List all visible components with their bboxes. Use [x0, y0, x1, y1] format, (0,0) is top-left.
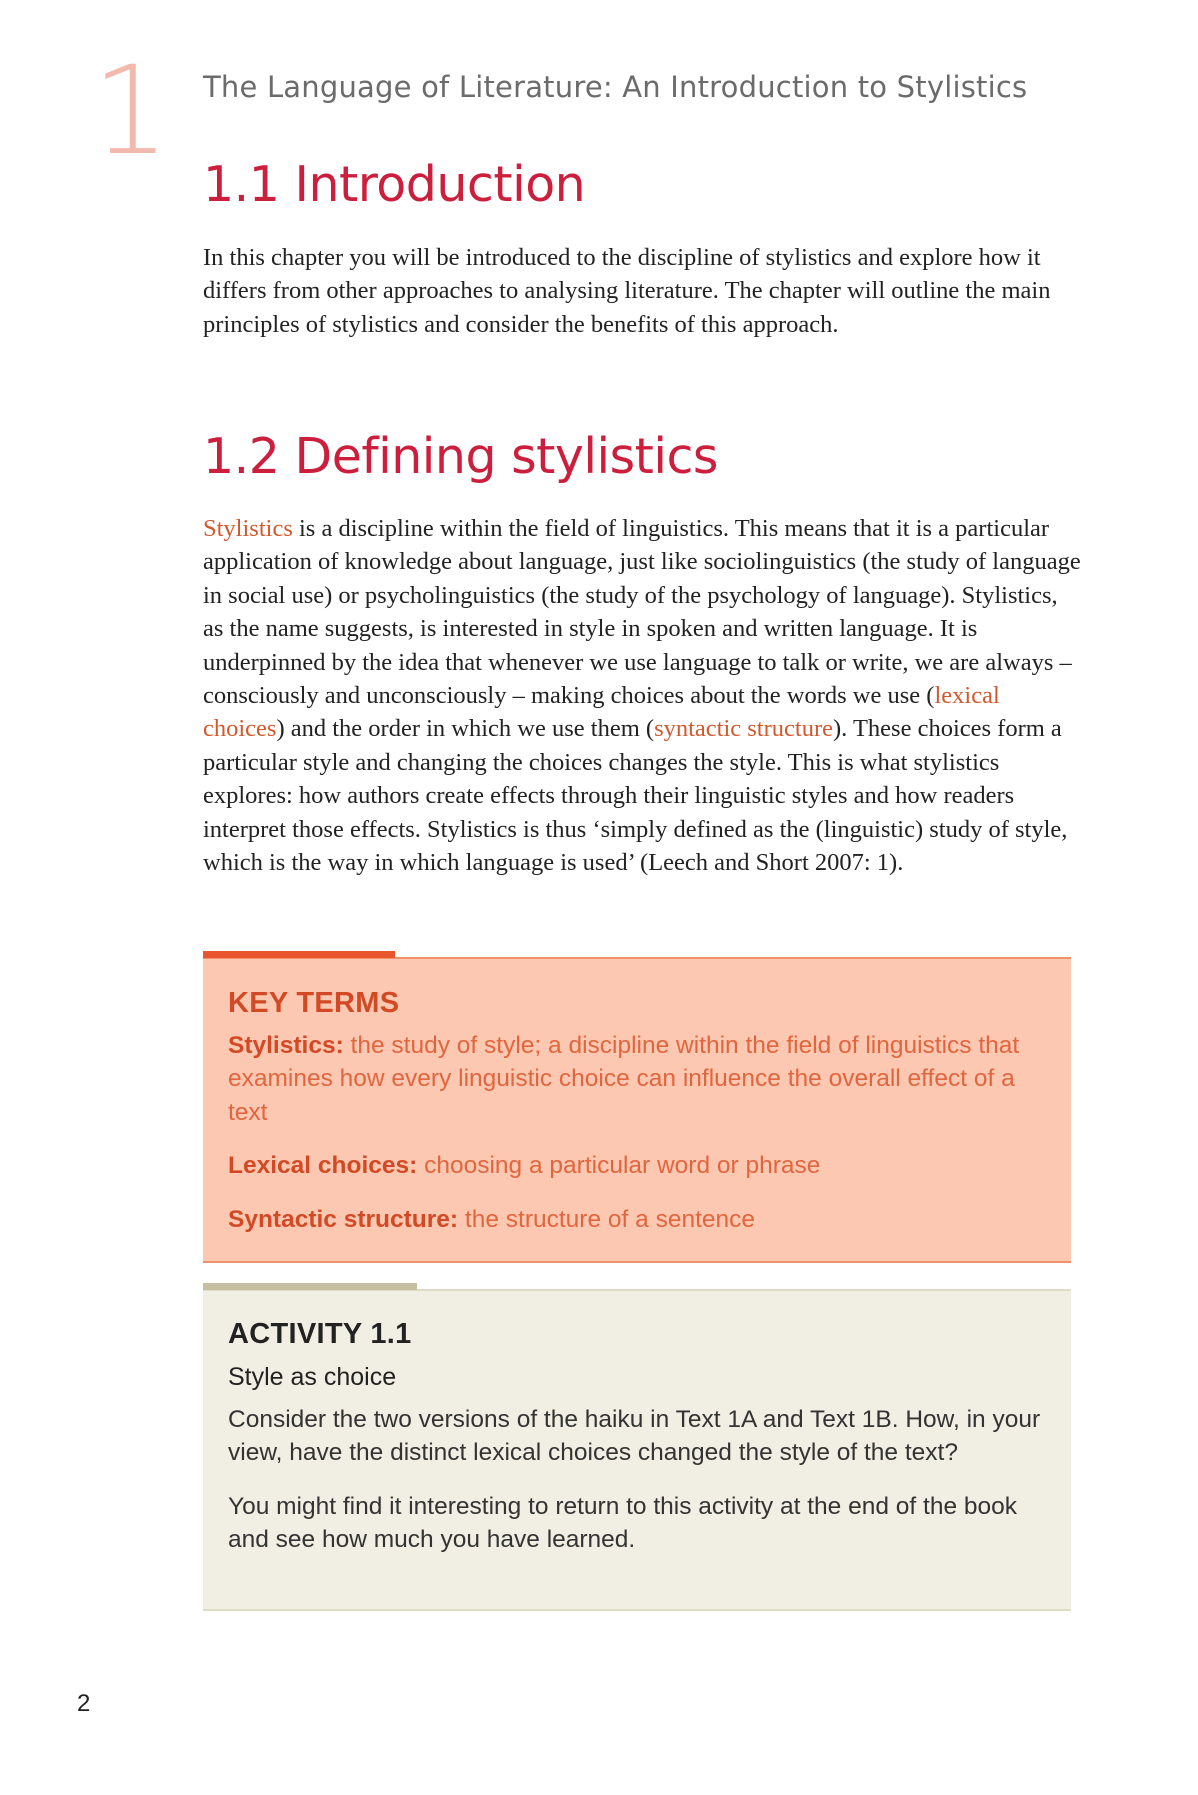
defining-text-part-2: ) and the order in which we use them ( — [276, 715, 655, 743]
key-term-item — [228, 1029, 1048, 1129]
page-number: 2 — [77, 1690, 91, 1717]
activity-paragraph: You might find it interesting to return to this activity at the end of the book and see how much you have learned. — [228, 1492, 1018, 1554]
chapter-number: 1 — [92, 40, 170, 182]
key-term-item — [228, 1149, 1048, 1182]
defining-paragraph — [203, 512, 1083, 879]
term-link-stylistics[interactable]: Stylistics — [203, 515, 293, 542]
key-term-label: Syntactic structure: — [228, 1205, 459, 1233]
running-head: The Language of Literature: An Introduction to Stylistics — [203, 70, 1028, 104]
section-heading-defining-stylistics: 1.2 Defining stylistics — [203, 428, 718, 485]
key-terms-heading: KEY TERMS — [228, 987, 400, 1019]
key-term-item — [228, 1203, 1048, 1236]
key-terms-box — [203, 957, 1071, 1263]
activity-body — [228, 1403, 1048, 1577]
activity-box — [203, 1289, 1071, 1611]
term-link-syntactic-structure[interactable]: syntactic structure — [654, 715, 833, 743]
term-link-lexical-choices[interactable]: lexical choices — [203, 682, 1000, 743]
activity-accent-bar — [203, 1283, 417, 1290]
key-terms-list — [228, 1029, 1048, 1256]
key-term-label: Stylistics: — [228, 1032, 344, 1059]
activity-heading: ACTIVITY 1.1 — [228, 1318, 412, 1350]
defining-text-part-1: is a discipline within the field of linguistics. This means that it is a particular application of knowledge about language, just like sociolinguistics (the study of language in social use) or psycholinguistics (the study of the psychology of language). Stylistics, as the name suggests, is interested in style in spoken and written language. It is underpinned by the idea that whenever we use language to talk or write, we are always – consciously and unconsciously – making choices about the words we use ( — [203, 515, 1081, 710]
key-term-definition: the structure of a sentence — [458, 1205, 756, 1233]
activity-paragraph: Consider the two versions of the haiku in Text 1A and Text 1B. How, in your view, have the distinct lexical choices changed the style of the text? — [228, 1406, 1041, 1467]
activity-subtitle: Style as choice — [228, 1363, 397, 1391]
key-term-label: Lexical choices: — [228, 1152, 418, 1180]
key-term-definition: choosing a particular word or phrase — [417, 1152, 821, 1180]
key-terms-accent-bar — [203, 951, 395, 958]
intro-paragraph: In this chapter you will be introduced to the discipline of stylistics and explore how it differs from other approaches to analysing literature. The chapter will outline the main principles of stylistics and consider the benefits of this approach. — [203, 244, 1051, 338]
section-heading-introduction: 1.1 Introduction — [203, 156, 586, 213]
key-term-definition: the study of style; a discipline within the field of linguistics that examines how every linguistic choice can influence the overall effect of a text — [228, 1032, 1020, 1126]
defining-text-part-3: ). These choices form a particular style and changing the choices changes the style. This is what stylistics explores: how authors create effects through their linguistic styles and how readers interpret those effects. Stylistics is thus ‘simply defined as the (linguistic) study of style, which is the way in which language is used’ (Leech and Short 2007: 1). — [203, 715, 1068, 877]
